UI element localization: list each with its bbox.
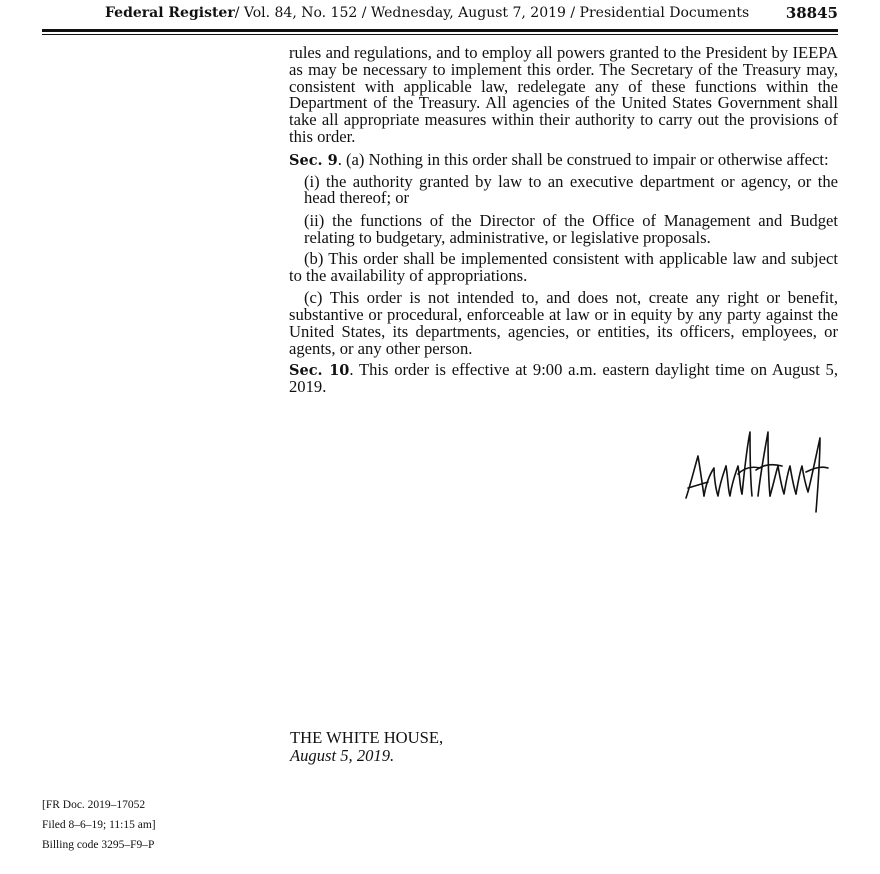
publication-name: Federal Register <box>105 5 235 21</box>
section-10-heading: Sec. 10 <box>289 361 350 379</box>
section-9-a-i: (i) the authority granted by law to an executive department or agency, or the head thereof; or <box>304 171 838 208</box>
page-header <box>0 0 880 40</box>
fr-filed-date: Filed 8–6–19; 11:15 am] <box>42 819 156 831</box>
header-rule-thick <box>42 29 838 32</box>
closing-date: August 5, 2019. <box>290 746 395 765</box>
issue-citation: / Vol. 84, No. 152 / Wednesday, August 7, 2019 / Presidential Documents <box>234 5 750 21</box>
page-number: 38845 <box>785 4 838 22</box>
section-9-a-text: . (a) Nothing in this order shall be construed to impair or otherwise affect: <box>337 149 829 169</box>
header-citation-line <box>105 5 749 21</box>
presidential-signature <box>678 426 830 514</box>
fr-billing-code: Billing code 3295–F9–P <box>42 839 155 851</box>
continued-paragraph: rules and regulations, and to employ all powers granted to the President by IEEPA as may be necessary to implement this order. The Secretary of the Treasury may, consistent with applicable law, redelegate any of these functions within the Department of the Treasury. All agencies of the United States Government shall take all appropriate measures within their authority to carry out the provisions of this order. <box>289 43 838 146</box>
section-9-b: (b) This order shall be implemented consistent with applicable law and subject to the availability of appropriations. <box>289 248 838 285</box>
section-9-c: (c) This order is not intended to, and does not, create any right or benefit, substantive or procedural, enforceable at law or in equity by any party against the United States, its departments, agencies, or entities, its officers, employees, or agents, or any other person. <box>289 288 838 358</box>
closing-block <box>290 729 443 765</box>
section-9-a <box>289 149 838 170</box>
fr-doc-number: [FR Doc. 2019–17052 <box>42 799 146 811</box>
section-9-a-ii: (ii) the functions of the Director of the Office of Management and Budget relating to budgetary, administrative, or legislative proposals. <box>304 211 838 247</box>
section-10 <box>289 359 838 397</box>
section-9-heading: Sec. 9 <box>289 151 338 169</box>
fr-document-info <box>42 795 156 855</box>
header-rule-thin <box>42 34 838 35</box>
section-10-text: . This order is effective at 9:00 a.m. eastern daylight time on August 5, 2019. <box>289 359 838 397</box>
order-body <box>289 45 838 396</box>
closing-place: THE WHITE HOUSE, <box>290 728 444 747</box>
